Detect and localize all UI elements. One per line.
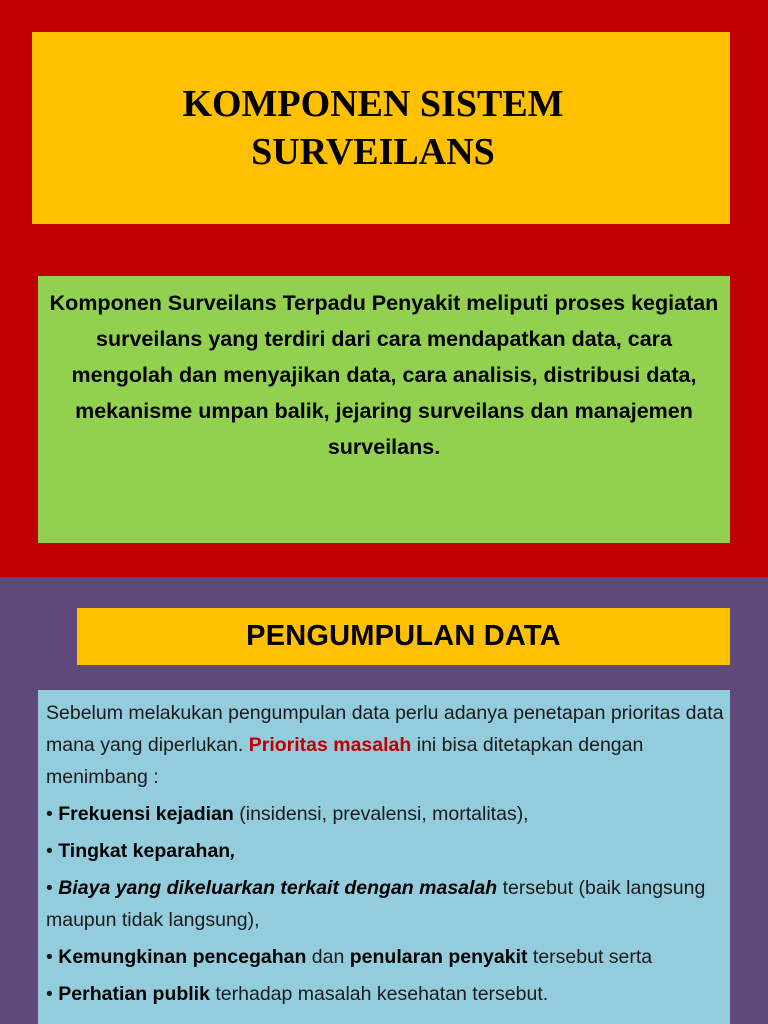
bullet-bold-text: Perhatian publik: [58, 983, 210, 1005]
highlight-priority-text: Prioritas masalah: [248, 734, 412, 756]
slide-title: [182, 80, 563, 176]
list-item: [46, 978, 724, 1010]
intro-box: [38, 276, 730, 543]
bullet-rest-text: (insidensi, prevalensi, mortalitas),: [233, 803, 529, 825]
paragraph-text-before: Sebelum melakukan pengumpulan data perlu adanya penetapan prioritas data mana yang diperlukan.: [46, 702, 724, 756]
bullet-bold-text-2: penularan penyakit: [349, 946, 528, 968]
list-item: [46, 941, 724, 973]
paragraph-text-after: ini bisa ditetapkan dengan menimbang :: [46, 734, 644, 788]
bullet-mid-text: dan: [306, 946, 350, 968]
bullet-bold-text: Kemungkinan pencegahan: [58, 946, 307, 968]
title-line-2: SURVEILANS: [251, 131, 495, 173]
bullet-marker: •: [46, 877, 53, 899]
list-item: [46, 798, 724, 830]
intro-text: Komponen Surveilans Terpadu Penyakit meliputi proses kegiatan surveilans yang terdiri dari cara mendapatkan data, cara mengolah dan menyajikan data, cara analisis, distribusi data, mekanisme umpan balik, jejaring surveilans dan manajemen surveilans.: [49, 291, 719, 459]
bullet-bold-italic-text: ,: [230, 840, 236, 862]
bullet-rest-text: terhadap masalah kesehatan tersebut.: [209, 983, 549, 1005]
intro-paragraph: [46, 697, 724, 793]
bullet-rest-text: tersebut (baik langsung maupun tidak langsung),: [46, 877, 706, 931]
bullet-marker: •: [46, 983, 53, 1005]
bullet-rest-text: tersebut serta: [527, 946, 653, 968]
bullet-marker: •: [46, 803, 53, 825]
bullet-bold-italic-text: Biaya yang dikeluarkan terkait dengan masalah: [58, 877, 498, 899]
title-line-1: KOMPONEN SISTEM: [182, 83, 564, 125]
bullet-marker: •: [46, 840, 53, 862]
bullet-bold-text: Tingkat keparahan: [58, 840, 231, 862]
bullet-marker: •: [46, 946, 53, 968]
content-box: [38, 690, 730, 1024]
title-box: [32, 32, 730, 224]
bullet-bold-text: Frekuensi kejadian: [58, 803, 234, 825]
section-title-box: [77, 608, 730, 665]
list-item: [46, 835, 724, 867]
list-item: [46, 872, 724, 936]
section-title: PENGUMPULAN DATA: [246, 620, 561, 652]
